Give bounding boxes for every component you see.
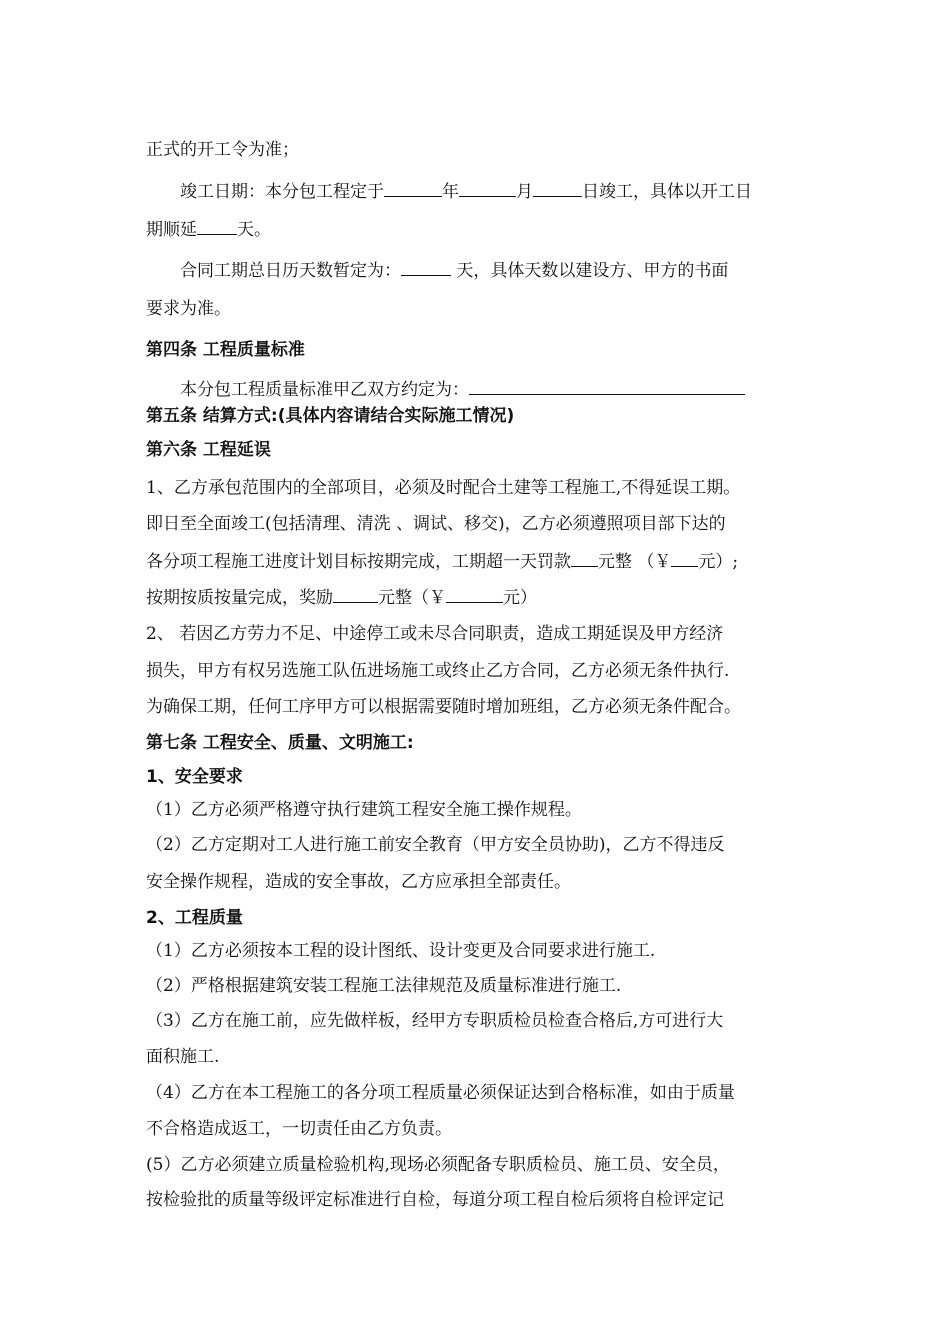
- text: （1）乙方必须严格遵守执行建筑工程安全施工操作规程。: [146, 800, 582, 820]
- text-line: [180, 259, 728, 282]
- text: 本分包工程质量标准甲乙双方约定为：: [180, 380, 469, 400]
- blank-underline: [446, 586, 503, 603]
- section-heading: [146, 439, 271, 461]
- text: 2、 若因乙方劳力不足、中途停工或未尽合同职责，造成工期延误及甲方经济: [146, 624, 724, 644]
- text: （2）乙方定期对工人进行施工前安全教育（甲方安全员协助)，乙方不得违反: [146, 835, 725, 855]
- subsection-heading: [146, 907, 243, 929]
- blank-underline: [401, 259, 451, 276]
- text-line: [180, 378, 745, 401]
- text: 元整 （￥: [598, 552, 672, 572]
- text-line: [146, 1118, 452, 1140]
- text-line: [146, 1046, 219, 1068]
- text: 第七条 工程安全、质量、文明施工:: [146, 733, 414, 753]
- text: （2）严格根据建筑安装工程施工法律规范及质量标准进行施工.: [146, 976, 622, 996]
- text-line: [146, 1154, 730, 1176]
- text-line: [146, 623, 723, 645]
- text-line: [146, 940, 655, 962]
- text-line: [146, 871, 571, 893]
- text: 安全操作规程，造成的安全事故，乙方应承担全部责任。: [146, 872, 571, 892]
- text: 竣工日期：本分包工程定于: [180, 182, 384, 202]
- text-line: [146, 660, 729, 682]
- text: 各分项工程施工进度计划目标按期完成，工期超一天罚款: [146, 552, 571, 572]
- text: （1）乙方必须按本工程的设计图纸、设计变更及合同要求进行施工.: [146, 941, 656, 961]
- text: 日竣工，具体以开工日: [582, 182, 752, 202]
- text-line: [180, 180, 752, 203]
- text: （4）乙方在本工程施工的各分项工程质量必须保证达到合格标准，如由于质量: [146, 1083, 735, 1103]
- section-heading: [146, 732, 414, 754]
- text: 正式的开工令为准；: [146, 140, 299, 160]
- blank-underline: [533, 180, 582, 197]
- text-line: [146, 298, 231, 320]
- text-line: [146, 477, 740, 499]
- blank-underline: [571, 550, 598, 567]
- text-line: [146, 1189, 724, 1211]
- blank-underline: [197, 218, 237, 235]
- text: 年: [442, 182, 459, 202]
- text: 1、安全要求: [146, 767, 243, 787]
- blank-underline: [459, 180, 516, 197]
- text: 月: [516, 182, 533, 202]
- text: 期顺延: [146, 220, 197, 240]
- text-line: [146, 218, 271, 241]
- text: 即日至全面竣工(包括清理、清洗 、调试、移交)，乙方必须遵照项目部下达的: [146, 514, 726, 534]
- text: 天，具体天数以建设方、甲方的书面: [451, 261, 729, 281]
- section-heading: [146, 405, 514, 427]
- text-line: [146, 513, 726, 535]
- section-heading: [146, 339, 305, 361]
- text-line: [146, 586, 537, 609]
- text-line: [146, 139, 299, 161]
- text-line: [146, 1082, 735, 1104]
- text: 要求为准。: [146, 299, 231, 319]
- text-line: [146, 799, 582, 821]
- blank-underline: [333, 586, 378, 603]
- text-line: [146, 550, 738, 573]
- text: 不合格造成返工，一切责任由乙方负责。: [146, 1119, 452, 1139]
- text: 元）;: [698, 552, 739, 572]
- text: 第五条 结算方式:(具体内容请结合实际施工情况): [146, 406, 515, 426]
- text: 1、乙方承包范围内的全部项目，必须及时配合土建等工程施工,不得延误工期。: [146, 478, 741, 498]
- text: 2、工程质量: [146, 908, 243, 928]
- subsection-heading: [146, 766, 243, 788]
- text-line: [146, 696, 741, 718]
- text-line: [146, 975, 621, 997]
- text: 面积施工.: [146, 1047, 220, 1067]
- text-line: [146, 834, 724, 856]
- blank-underline: [469, 378, 745, 395]
- text: 天。: [237, 220, 271, 240]
- text: 第六条 工程延误: [146, 440, 271, 460]
- text: 元）: [503, 588, 537, 608]
- text: 第四条 工程质量标准: [146, 340, 305, 360]
- text: 元整（￥: [378, 588, 446, 608]
- text: 按期按质按量完成，奖励: [146, 588, 333, 608]
- text: 为确保工期，任何工序甲方可以根据需要随时增加班组，乙方必须无条件配合。: [146, 697, 741, 717]
- text-line: [146, 1010, 723, 1032]
- text: 损失，甲方有权另选施工队伍进场施工或终止乙方合同，乙方必须无条件执行.: [146, 661, 730, 681]
- text: 按检验批的质量等级评定标准进行自检，每道分项工程自检后须将自检评定记: [146, 1190, 724, 1210]
- blank-underline: [671, 550, 698, 567]
- text: (5）乙方必须建立质量检验机构,现场必须配备专职质检员、施工员、安全员，: [146, 1155, 730, 1175]
- text: （3）乙方在施工前，应先做样板，经甲方专职质检员检查合格后,方可进行大: [146, 1011, 724, 1031]
- blank-underline: [384, 180, 442, 197]
- text: 合同工期总日历天数暂定为：: [180, 261, 401, 281]
